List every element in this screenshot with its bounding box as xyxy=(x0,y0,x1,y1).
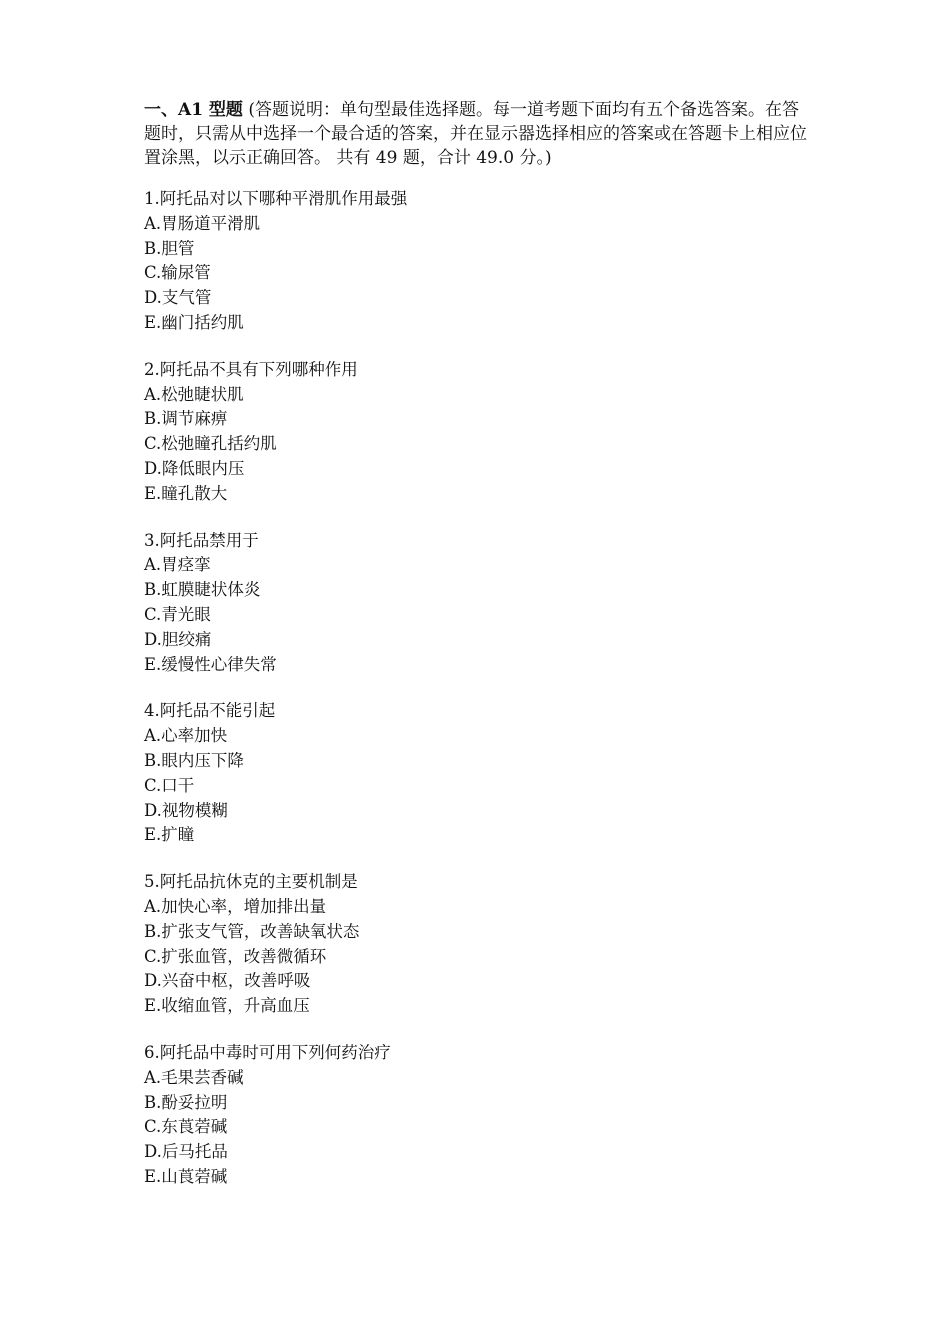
option-b: B.眼内压下降 xyxy=(144,750,244,770)
option-c: C.东莨菪碱 xyxy=(144,1117,228,1137)
option-d: D.胆绞痛 xyxy=(144,629,212,649)
question-2 xyxy=(144,358,814,507)
option-b: B.虹膜睫状体炎 xyxy=(144,580,261,600)
question-stem: 6.阿托品中毒时可用下列何药治疗 xyxy=(144,1042,391,1062)
option-e: E.瞳孔散大 xyxy=(144,483,228,503)
question-6 xyxy=(144,1041,814,1190)
option-c: C.松弛瞳孔括约肌 xyxy=(144,434,277,454)
question-4 xyxy=(144,699,814,848)
option-d: D.后马托品 xyxy=(144,1142,228,1162)
option-a: A.毛果芸香碱 xyxy=(144,1067,244,1087)
option-c: C.青光眼 xyxy=(144,604,211,624)
section-instructions: (答题说明：单句型最佳选择题。每一道考题下面均有五个备选答案。在答题时，只需从中选择一个最合适的答案，并在显示器选择相应的答案或在答题卡上相应位置涂黑，以示正确回答。 共有 49 题，合计 49.0 分。) xyxy=(144,100,807,168)
option-c: C.输尿管 xyxy=(144,263,211,283)
option-e: E.幽门括约肌 xyxy=(144,312,244,332)
question-stem: 2.阿托品不具有下列哪种作用 xyxy=(144,359,358,379)
option-d: D.视物模糊 xyxy=(144,800,228,820)
question-3 xyxy=(144,529,814,678)
option-e: E.缓慢性心律失常 xyxy=(144,654,277,674)
option-e: E.山莨菪碱 xyxy=(144,1166,228,1186)
option-d: D.兴奋中枢，改善呼吸 xyxy=(144,971,311,991)
document-page xyxy=(144,98,814,1212)
option-a: A.胃肠道平滑肌 xyxy=(144,213,261,233)
option-d: D.支气管 xyxy=(144,288,212,308)
option-a: A.加快心率，增加排出量 xyxy=(144,896,327,916)
question-stem: 5.阿托品抗休克的主要机制是 xyxy=(144,872,358,892)
option-e: E.收缩血管，升高血压 xyxy=(144,996,310,1016)
option-b: B.扩张支气管，改善缺氧状态 xyxy=(144,921,360,941)
question-1 xyxy=(144,187,814,336)
option-c: C.口干 xyxy=(144,775,195,795)
option-b: B.调节麻痹 xyxy=(144,409,228,429)
question-stem: 1.阿托品对以下哪种平滑肌作用最强 xyxy=(144,189,408,208)
option-c: C.扩张血管，改善微循环 xyxy=(144,946,327,966)
option-a: A.胃痉挛 xyxy=(144,555,211,575)
option-a: A.心率加快 xyxy=(144,726,228,746)
question-stem: 4.阿托品不能引起 xyxy=(144,701,276,721)
question-stem: 3.阿托品禁用于 xyxy=(144,530,259,550)
option-a: A.松弛睫状肌 xyxy=(144,384,244,404)
section-intro xyxy=(144,98,814,170)
question-5 xyxy=(144,870,814,1019)
section-heading: 一、A1 型题 xyxy=(144,100,243,120)
option-b: B.胆管 xyxy=(144,238,195,258)
option-d: D.降低眼内压 xyxy=(144,458,245,478)
option-e: E.扩瞳 xyxy=(144,825,195,845)
option-b: B.酚妥拉明 xyxy=(144,1092,228,1112)
